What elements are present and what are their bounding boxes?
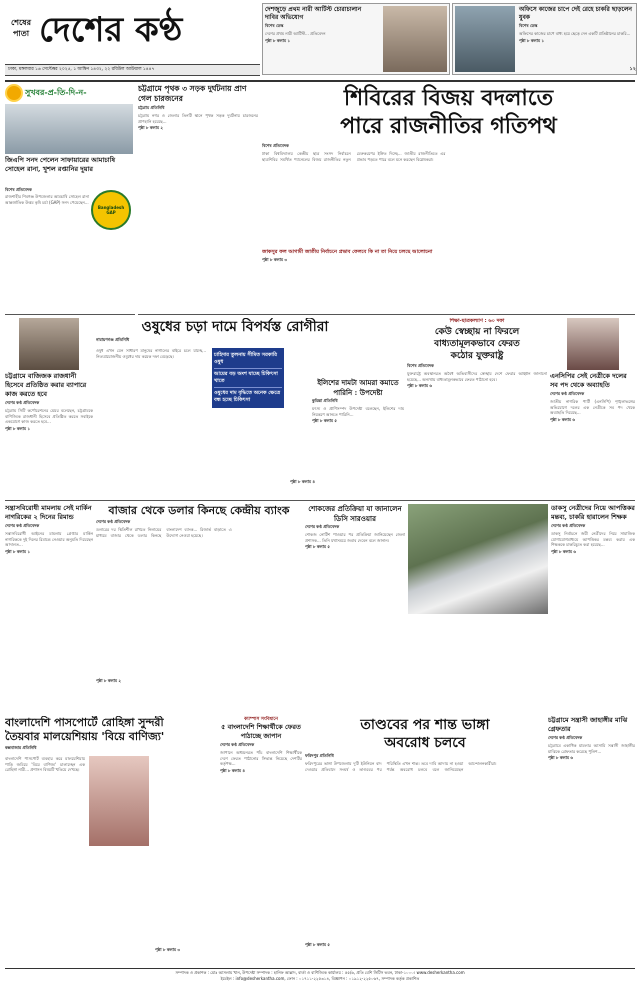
rohingya-headline-2: তৈয়বার মালয়েশিয়ায় 'বিয়ে বাণিজ্য' [5,730,165,743]
chattogram-roads-body: চট্টগ্রাম নগর ও জেলার তিনটি স্থানে পৃথক সড়ক দুর্ঘটনায় চারজনের প্রাণহানি হয়েছে... [138,113,258,124]
footer [5,970,635,988]
bhanga-headline-2: অবরোধ চলবে [384,735,466,751]
footer-line-1: সম্পাদক ও প্রকাশক : মোঃ আসলাম খান, উপদেষ্টা সম্পাদক : হানিফ আল্লাদ, বার্তা ও বাণিজ্যিক কার্যালয় : ৫৫/৬, প্রতি বেশি সিটিস ভবন, ঢাকা-১০০০। www.desherkantha.com [175,970,465,975]
campus-body: জাপানে অধ্যয়নরত পাঁচ বাংলাদেশি শিক্ষার্থীকে দেশে ফেরত পাঠানোর সিদ্ধান্ত নিয়েছে দেশটির কর্তৃপক্ষ... [220,750,302,767]
shiksha-body: যুক্তরাষ্ট্রে অবস্থানরত অবৈধ অভিবাসীদের স্বেচ্ছায় দেশে ফেরার আহ্বান জানানো হয়েছে... অন্যথায় বাধ্যতামূলকভাবে ফেরত পাঠানো হবে। [407,371,547,382]
bajitpur-headline: চট্টগ্রামে বাজিজক রাজধানী হিসেবে প্রতিষ্ঠিত করার ব্যাপারে কাজ করতে হবে [5,372,87,398]
bajitpur-continue: পৃষ্ঠা ৮ কলাম ১ [5,425,31,431]
rohingya-photo [89,756,149,846]
medicine-point-1: চাহিদার তুলনায় সীমিত সরকারি ওষুধ [214,350,282,369]
bhanga-body: ফরিদপুরের ভাঙ্গা উপজেলায় দুটি ইউনিয়ন বাদ দেওয়ার প্রতিবাদে সংঘর্ষ ও তাণ্ডবের পর পরিস্থিতি এখন শান্ত। তবে দাবি আদায় না হওয়া পর্যন্ত অবরোধ চলবে বলে জানিয়েছেন আন্দোলনকারীরা। [305,761,497,772]
shiksha-headline-3: কঠোর যুক্তরাষ্ট্র [450,351,504,361]
masthead-rule [5,80,635,82]
rohingya-byline: কক্সবাজার প্রতিনিধি [5,745,37,750]
medicine-byline: নারায়ণগঞ্জ প্রতিনিধি [96,337,130,342]
footer-rule [5,968,635,969]
dollar-byline: দেশের কণ্ঠ প্রতিবেদক [96,519,131,524]
rohingya-body: বাংলাদেশি পাসপোর্ট ব্যবহার করে মালয়েশিয়ায় পাড়ি জমিয়ে 'বিয়ে বাণিজ্য' চালাচ্ছেন এক রোহিঙ্গা নারী... প্রশাসন বিষয়টি খতিয়ে দেখছে। [5,756,85,773]
medicine-point-3: ওষুধের দাম বৃদ্ধিতে অনেক ক্ষেত্রে বন্ধ হচ্ছে চিকিৎসা [214,390,281,403]
shiksha-tag: শিক্ষা-ছাত্রকল্যাণ : ৬০ দফা [449,318,505,324]
shiksha-story[interactable] [407,318,547,498]
bajitpur-story[interactable] [5,318,93,498]
lead-continue: পৃষ্ঠা ৮ কলাম ৩ [262,257,288,262]
arrest-body: চট্টগ্রামে একাধিক মামলার আসামি সন্ত্রাসী জাহাঙ্গীর মাঝিকে গ্রেফতার করেছে পুলিশ... [548,743,635,754]
shokeri-story[interactable] [305,504,405,712]
teaser-1[interactable] [262,3,450,75]
dollar-body: ডলারের দর স্থিতিশীল রাখতে নিলামের মাধ্যমে বাজার থেকে ডলার কিনছে বাংলাদেশ ব্যাংক... রিজার্ভ বাড়াতে এ উদ্যোগ নেওয়া হয়েছে। [96,527,232,538]
campus-story[interactable] [220,716,302,966]
teaser-1-photo [383,6,447,72]
ncp-headline: এনসিপির সেই নেত্রীকে দলের সব পদ থেকে অব্যাহতি [550,372,627,389]
chattogram-roads-story[interactable] [138,84,258,314]
ilish-story[interactable] [312,378,404,498]
gap-badge-label: Bangladesh GAP [97,205,125,215]
bhanga-headline-1: তাণ্ডবের পর শান্ত ভাঙ্গা [360,717,490,733]
campus-tag: ক্যাম্পাস সংবিধানে [244,717,278,722]
campus-continue: পৃষ্ঠা ৮ কলাম ৪ [220,767,246,773]
page-side-label: শেষের পাতা [10,18,31,38]
arrest-story[interactable] [548,716,635,966]
teaser-2-photo [455,6,515,72]
bhanga-continue: পৃষ্ঠা ৮ কলাম ৫ [305,942,331,947]
shiksha-headline-1: কেউ স্বেচ্ছায় না ফিরলে [434,327,520,337]
teaser-1-body: দেশের প্রথম নারী আর্টিস্ট... প্রতিবেদন [265,31,326,36]
ilish-body: মৎস্য ও প্রাণিসম্পদ উপদেষ্টা বলেছেন, ইলিশের দাম নিয়ন্ত্রণে আনতে পারিনি... [312,406,404,417]
shiksha-headline-2: বাধ্যতামূলকভাবে ফেরত [434,339,520,349]
teaser-2-continue: পৃষ্ঠা ৮ কলাম ১ [519,37,545,43]
sukhobor-byline: বিশেষ প্রতিবেদক [5,187,32,192]
lead-byline: বিশেষ প্রতিবেদক [262,143,289,148]
campus-headline: ৫ বাংলাদেশি শিক্ষার্থীকে ফেরত পাঠাচ্ছে জাপান [221,723,301,740]
bhanga-story[interactable] [305,716,545,966]
page-number: ১২ [629,66,636,72]
teaser-2-byline: বিশেষ ডেস্ক [519,23,538,28]
dateline [5,64,260,76]
ncp-story[interactable] [550,318,635,498]
ncp-byline: দেশের কণ্ঠ প্রতিবেদক [550,391,585,396]
dakshu-byline: দেশের কণ্ঠ প্রতিবেদক [551,523,586,528]
rohingya-continue: পৃষ্ঠা ৮ কলাম ৩ [155,947,181,952]
chattogram-roads-byline: চট্টগ্রাম প্রতিনিধি [138,105,165,110]
teaser-2[interactable] [452,3,637,75]
sukhobor-box[interactable] [5,84,135,314]
sun-icon [7,86,21,100]
dateline-text: ঢাকা, মঙ্গলবার ১৬ সেপ্টেম্বর ২০২৫, ১ আশ্বিন ১৪৩২, ২২ রবিউল আউয়াল ১৪৪৭ [8,67,155,72]
ilish-continue: পৃষ্ঠা ৮ কলাম ৫ [312,418,338,424]
newspaper-name: দেশের কণ্ঠ [39,10,183,50]
shokeri-body: শোকজ নোটিশ পাওয়ার পর প্রতিক্রিয়া জানিয়েছেন জেলা প্রশাসক... তিনি যথাসময়ে জবাব দেবেন বলে জানান। [305,532,405,543]
medicine-continue: পৃষ্ঠা ৮ কলাম ৪ [290,479,316,484]
chattogram-roads-headline: চট্টগ্রামে পৃথক ৩ সড়ক দুর্ঘটনায় প্রাণ গেল চারজনের [138,84,247,103]
dakshu-continue: পৃষ্ঠা ৮ কলাম ৬ [551,548,577,554]
bhanga-photo [408,504,548,614]
dollar-story[interactable] [96,504,302,712]
lead-pull-quote: জাকসুর ফল আগামী জাতীয় নির্বাচনে প্রভাব ফেলবে কি না তা নিয়ে চলছে আলোচনা [262,249,433,255]
terror-story[interactable] [5,504,93,712]
sukhobor-headline: জিএপি সনদ পেলেন সাফায়ারের আমাচাষি সোহেল রানা, খুশল রপ্তানির দুয়ার [5,156,116,173]
chattogram-roads-continue: পৃষ্ঠা ৮ কলাম ২ [138,125,164,131]
ncp-body: জাতীয় নাগরিক পার্টি (এনসিপি) শৃঙ্খলাভঙ্গের অভিযোগে দলের এক নেত্রীকে সব পদ থেকে অব্যাহতি দিয়েছে... [550,399,635,416]
dakshu-headline: ডাকসু নেত্রীদের নিয়ে আপত্তিকর মন্তব্য, চাকরি হারালেন শিক্ষক [551,504,635,521]
lead-headline-line1: শিবিরের বিজয় বদলাতে [343,85,554,111]
medicine-highlights [212,348,284,408]
sukhobor-body: রাজশাহীর শিবগঞ্জ উপজেলার আমচাষি সোহেল রানা আন্তর্জাতিক উত্তম কৃষি চর্চা (GAP) সনদ পেয়েছেন... [5,194,89,205]
medicine-point-2: আয়ের বড় অংশ যাচ্ছে চিকিৎসা খাতে [214,369,282,388]
arrest-headline: চট্টগ্রামে সন্ত্রাসী জাহাঙ্গীর মাঝি গ্রেফতার [548,716,628,733]
ilish-headline: ইলিশের দামটা আমরা কমাতে পারিনি : উপদেষ্টা [317,378,399,397]
shokeri-headline: শোকজের প্রতিক্রিয়া যা জানালেন ডিসি সারওয়ার [308,504,402,523]
sukhobor-rule [5,314,135,315]
teaser-2-body: অফিসের কাজের চাপে বাধ্য হয়ে ছেড়ে দেন একটি প্রতিষ্ঠানের চাকরি... [519,31,631,36]
rohingya-story[interactable] [5,716,217,966]
shokeri-continue: পৃষ্ঠা ৮ কলাম ৫ [305,544,331,550]
ncp-continue: পৃষ্ঠা ৮ কলাম ৬ [550,416,576,422]
medicine-headline: ওষুধের চড়া দামে বিপর্যস্ত রোগীরা [141,319,329,335]
shokeri-byline: দেশের কণ্ঠ প্রতিবেদক [305,524,340,529]
medicine-body: ওষুধ এখন যেন সাধারণ মানুষের নাগালের বাইরে চলে যাচ্ছে... নিত্যপ্রয়োজনীয় ওষুধের দাম কয়েক দফা বেড়েছে। [96,348,206,359]
shiksha-continue: পৃষ্ঠা ৮ কলাম ৬ [407,383,433,389]
middle-rule [5,500,635,501]
sukhobor-photo [5,104,133,154]
dakshu-story[interactable] [551,504,635,712]
lead-headline-line2: পারে রাজনীতির গতিপথ [340,113,557,139]
lead-body: ঢাকা বিশ্ববিদ্যালয় কেন্দ্রীয় ছাত্র সংসদ নির্বাচনে ছাত্রশিবির সমর্থিত প্যানেলের বিজয় রাজনীতির নতুন মেরুকরণের ইঙ্গিত দিচ্ছে... জাতীয় রাজনীতিতে এর প্রভাব পড়তে পারে বলে মনে করছেন বিশ্লেষকরা। [262,151,446,162]
terror-byline: দেশের কণ্ঠ প্রতিবেদক [5,523,40,528]
arrest-continue: পৃষ্ঠা ৮ কলাম ৬ [548,755,574,761]
teaser-1-continue: পৃষ্ঠা ৮ কলাম ১ [265,37,291,43]
bajitpur-body: চট্টগ্রাম সিটি কর্পোরেশনের মেয়র বলেছেন, চট্টগ্রামকে বাণিজ্যিক রাজধানী হিসেবে প্রতিষ্ঠিত করতে সবাইকে একযোগে কাজ করতে হবে... [5,408,93,425]
footer-line-2: ইমেইল : info@desherkantha.com, ফোন : ০১৭১১-২২৫৩১৪, বিজ্ঞাপন : ০১৯১২-২২৫০৬৭, সম্পাদক কর্তৃক প্রকাশিত [220,976,420,981]
terror-body: সন্ত্রাসবিরোধী আইনের মামলায় গ্রেপ্তার মার্কিন নাগরিককে দুই দিনের রিমান্ডে নেওয়ার অনুমতি দিয়েছেন আদালত... [5,531,93,548]
bajitpur-byline: দেশের কণ্ঠ প্রতিবেদক [5,400,40,405]
bajitpur-photo [19,318,79,370]
arrest-byline: দেশের কণ্ঠ প্রতিবেদক [548,735,583,740]
terror-continue: পৃষ্ঠা ৮ কলাম ১ [5,548,31,554]
dollar-headline: বাজার থেকে ডলার কিনছে কেন্দ্রীয় ব্যাংক [108,504,290,517]
teaser-1-byline: বিশেষ ডেস্ক [265,23,284,28]
dakshu-body: ডাকসু নির্বাচনে জয়ী নেত্রীদের নিয়ে সামাজিক যোগাযোগমাধ্যমে আপত্তিকর মন্তব্য করায় এক শিক্ষককে চাকরিচ্যুত করা হয়েছে... [551,531,635,548]
shiksha-byline: বিশেষ প্রতিবেদক [407,363,434,368]
teaser-1-headline: দেশজুড়ে প্রথম নারী আর্টিস্ট চোরাচালান দাবির অভিযোগ [265,6,362,21]
masthead [5,5,260,63]
teaser-2-headline: অফিসে কাজের চাপে দেই রেহে চাকরি ছাড়লেন যুবক [519,6,633,21]
campus-byline: দেশের কণ্ঠ প্রতিবেদক [220,742,255,747]
ilish-byline: কুমিল্লা প্রতিনিধি [312,398,338,403]
gap-badge [91,190,131,230]
ncp-photo [567,318,619,370]
terror-headline: সন্ত্রাসবিরোধী মামলায় সেই মার্কিন নাগরিকের ২ দিনের রিমান্ড [5,504,92,521]
dollar-continue: পৃষ্ঠা ৮ কলাম ২ [96,678,122,683]
bhanga-byline: ফরিদপুর প্রতিনিধি [305,753,334,758]
sukhobor-logo: সুখবর-প্র-তি-দি-ন- [25,88,87,97]
lead-rule [138,314,635,315]
lead-story[interactable] [262,84,635,312]
rohingya-headline-1: বাংলাদেশি পাসপোর্টে রোহিঙ্গা সুন্দরী [5,716,164,729]
